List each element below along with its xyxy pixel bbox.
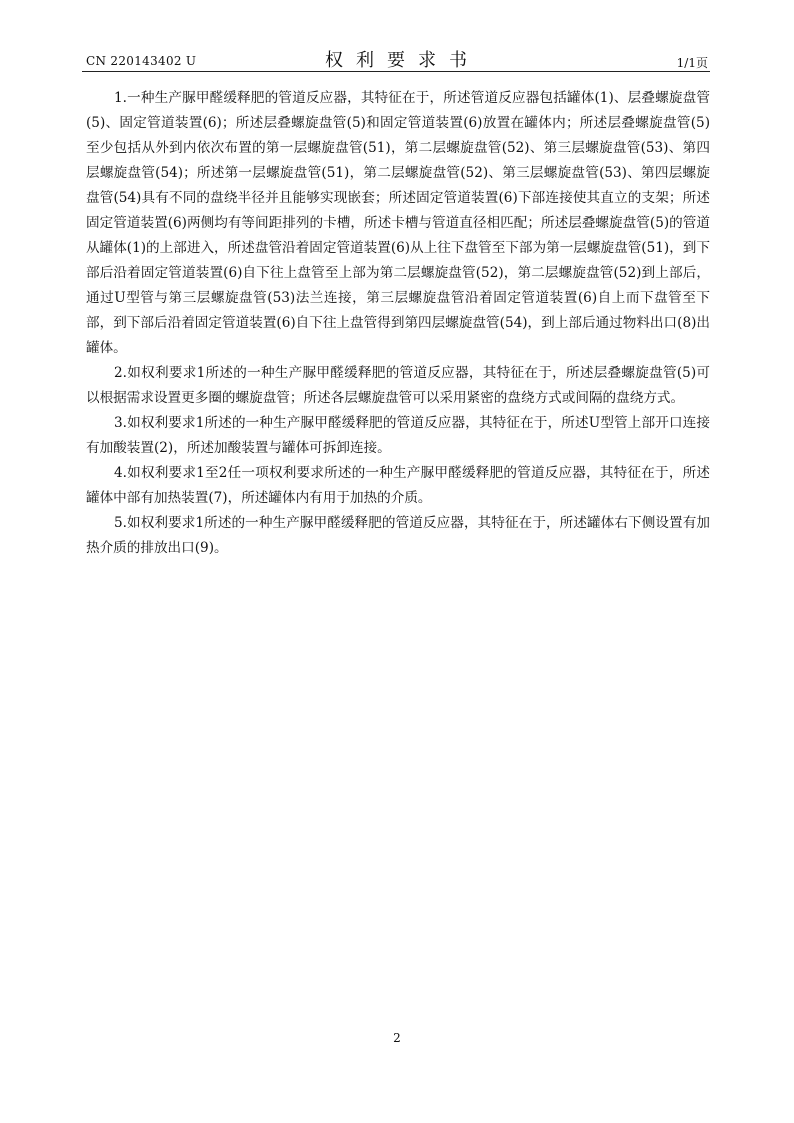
claim-2: 2.如权利要求1所述的一种生产脲甲醛缓释肥的管道反应器，其特征在于，所述层叠螺旋盘管(5)可以根据需求设置更多圈的螺旋盘管；所述各层螺旋盘管可以采用紧密的盘绕方式或间隔的盘绕方式。: [86, 365, 710, 406]
document-title: 权利要求书: [325, 50, 480, 71]
claim-5: 5.如权利要求1所述的一种生产脲甲醛缓释肥的管道反应器，其特征在于，所述罐体右下侧设置有加热介质的排放出口(9)。: [86, 515, 710, 556]
page-number: 2: [393, 1031, 401, 1045]
page-header: [82, 44, 710, 70]
claims-body: [86, 86, 710, 561]
claim-1: 1.一种生产脲甲醛缓释肥的管道反应器，其特征在于，所述管道反应器包括罐体(1)、层叠螺旋盘管(5)、固定管道装置(6)；所述层叠螺旋盘管(5)和固定管道装置(6)放置在罐体内；所述层叠螺旋盘管(5)至少包括从外到内依次布置的第一层螺旋盘管(51)，第二层螺旋盘管(52)、第三层螺旋盘管(53)、第四层螺旋盘管(54)；所述第一层螺旋盘管(51)，第二层螺旋盘管(52)、第三层螺旋盘管(53)、第四层螺旋盘管(54)具有不同的盘绕半径并且能够实现嵌套；所述固定管道装置(6)下部连接使其直立的支架；所述固定管道装置(6)两侧均有等间距排列的卡槽，所述卡槽与管道直径相匹配；所述层叠螺旋盘管(5)的管道从罐体(1)的上部进入，所述盘管沿着固定管道装置(6)从上往下盘管至下部为第一层螺旋盘管(51)，到下部后沿着固定管道装置(6)自下往上盘管至上部为第二层螺旋盘管(52)，第二层螺旋盘管(52)到上部后，通过U型管与第三层螺旋盘管(53)法兰连接，第三层螺旋盘管沿着固定管道装置(6)自上而下盘管至下部，到下部后沿着固定管道装置(6)自下往上盘管得到第四层螺旋盘管(54)，到上部后通过物料出口(8)出罐体。: [86, 90, 710, 356]
header-divider: [82, 71, 710, 72]
patent-number: CN 220143402 U: [86, 54, 197, 68]
claim-3: 3.如权利要求1所述的一种生产脲甲醛缓释肥的管道反应器，其特征在于，所述U型管上部开口连接有加酸装置(2)，所述加酸装置与罐体可拆卸连接。: [86, 415, 710, 456]
claim-4: 4.如权利要求1至2任一项权利要求所述的一种生产脲甲醛缓释肥的管道反应器，其特征在于，所述罐体中部有加热装置(7)，所述罐体内有用于加热的介质。: [86, 465, 710, 506]
page-indicator: 1/1页: [676, 56, 708, 70]
